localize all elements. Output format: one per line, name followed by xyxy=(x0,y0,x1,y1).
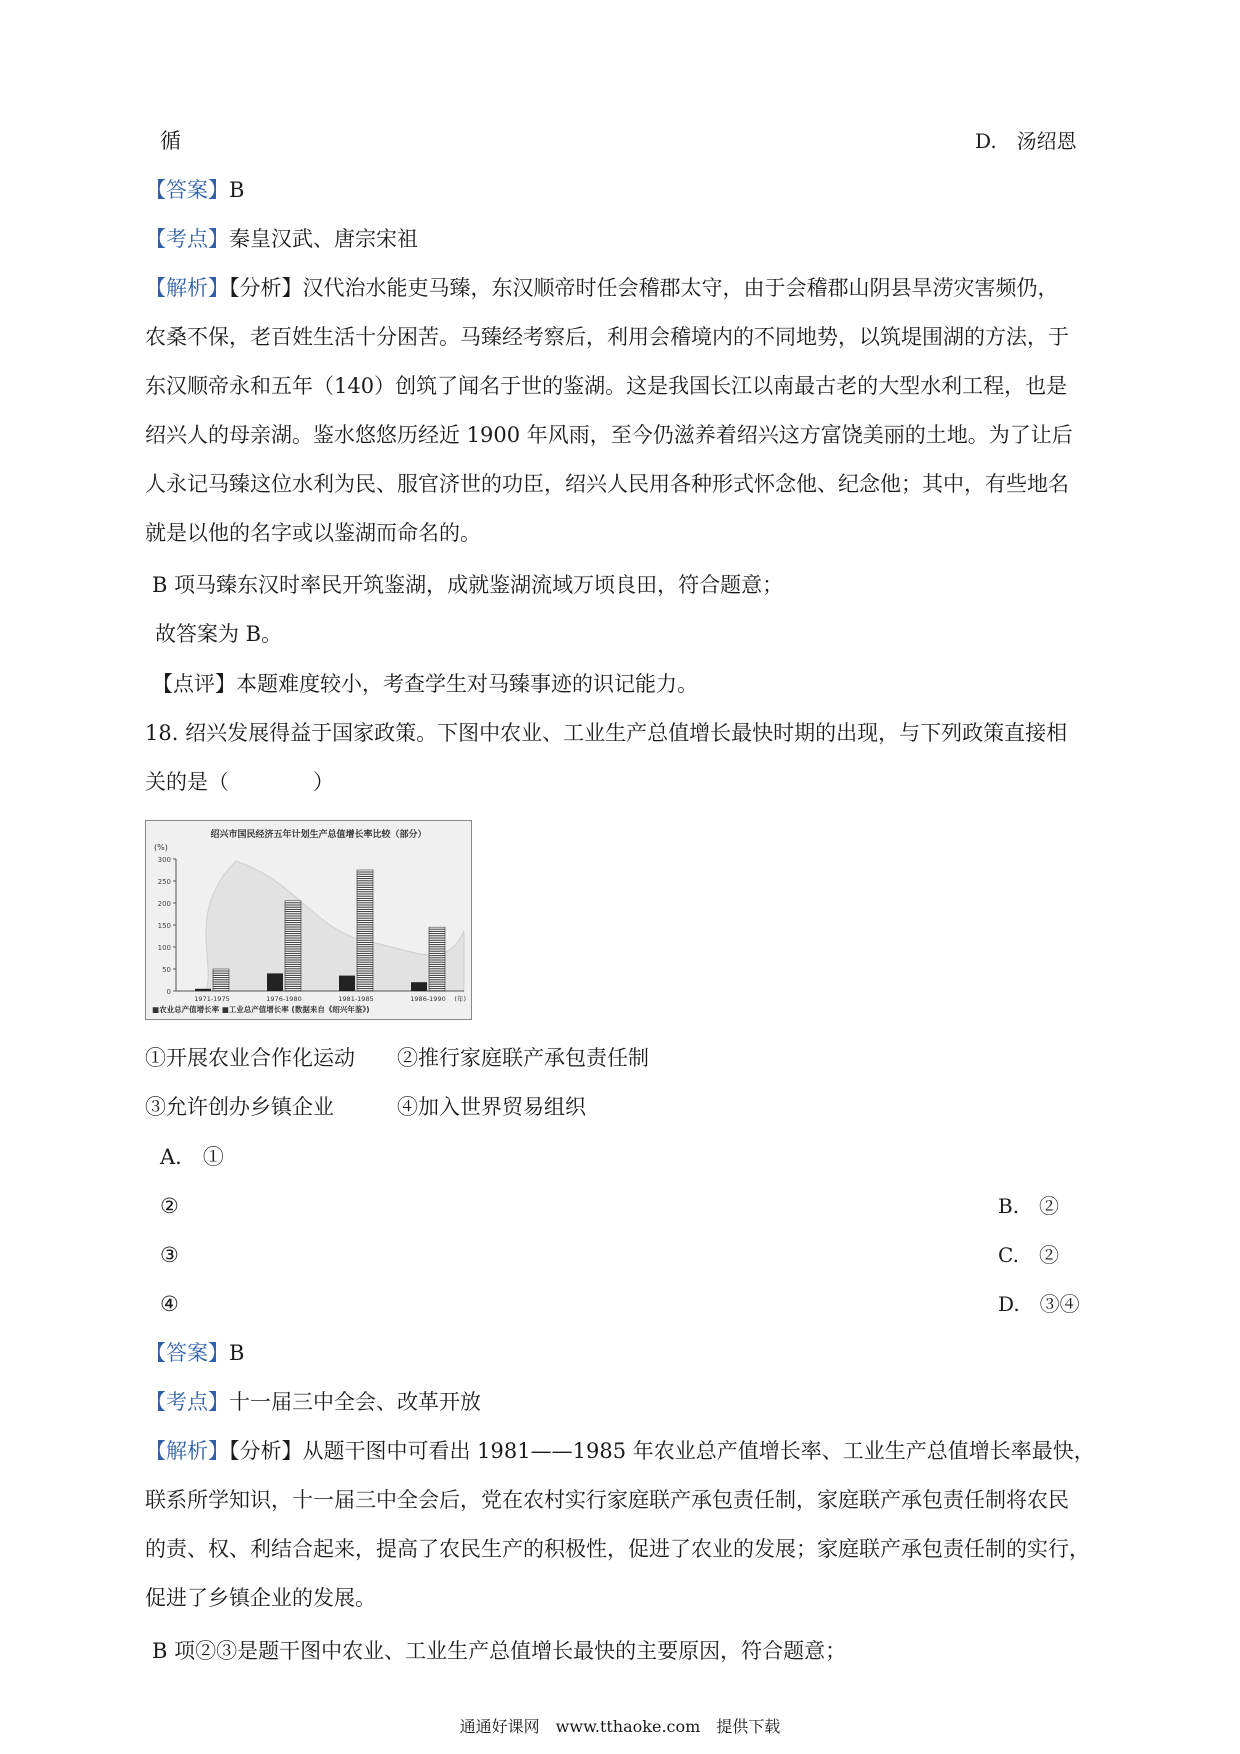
chart-title: 绍兴市国民经济五年计划生产总值增长率比较（部分） xyxy=(210,830,427,840)
answer-value: B xyxy=(229,1341,245,1365)
q18-analysis-line-1: 联系所学知识，十一届三中全会后，党在农村实行家庭联产承包责任制，家庭联产承包责任制将农民 xyxy=(145,1488,1069,1512)
q18-option-row2-left: ② xyxy=(160,1194,179,1218)
q18-point-line xyxy=(145,1387,481,1417)
q17-analysis-line-4: 人永记马臻这位水利为民、服官济世的功臣，绍兴人民用各种形式怀念他、纪念他；其中，有些地名 xyxy=(145,472,1069,496)
answer-value: B xyxy=(229,178,245,202)
point-tag: 【考点】 xyxy=(145,227,229,251)
q18-option-d: D. ③④ xyxy=(998,1292,1080,1316)
chart-background-shape xyxy=(206,861,464,991)
bar-agriculture xyxy=(195,989,211,991)
y-tick-label: 0 xyxy=(166,988,171,996)
q17-comment: 【点评】本题难度较小，考查学生对马臻事迹的识记能力。 xyxy=(152,672,698,696)
y-tick-label: 150 xyxy=(157,922,171,930)
q18-answer-line xyxy=(145,1338,244,1368)
q17-point-line xyxy=(145,224,418,254)
bar-agriculture xyxy=(339,976,355,991)
y-tick-label: 200 xyxy=(157,900,171,908)
y-axis-label: (%) xyxy=(154,843,168,852)
x-tick-label: 1986-1990 xyxy=(410,995,446,1003)
analysis-text: 【分析】从题干图中可看出 1981——1985 年农业总产值增长率、工业生产总值增长率最快， xyxy=(229,1439,1095,1463)
q17-conclusion: 故答案为 B。 xyxy=(155,622,283,646)
analysis-text: 【分析】汉代治水能吏马臻，东汉顺帝时任会稽郡太守，由于会稽郡山阴县旱涝灾害频仍， xyxy=(229,276,1059,300)
x-tick-label: 1971-1975 xyxy=(194,995,230,1003)
y-tick-label: 300 xyxy=(157,856,171,864)
q18-option-c: C. ② xyxy=(998,1243,1059,1267)
prev-option-left: 循 xyxy=(160,129,181,153)
page-footer: 通通好课网 www.tthaoke.com 提供下载 xyxy=(459,1717,781,1736)
q18-stem-line2: 关的是（ ） xyxy=(145,770,334,794)
prev-option-d: D. 汤绍恩 xyxy=(975,129,1077,153)
y-tick-label: 250 xyxy=(157,878,171,886)
x-tick-label: 1981-1985 xyxy=(338,995,374,1003)
q17-analysis-line-0 xyxy=(145,273,1059,303)
point-value: 十一届三中全会、改革开放 xyxy=(229,1390,481,1414)
q18-option-a: A. ① xyxy=(160,1145,224,1169)
x-tick-label: 1976-1980 xyxy=(266,995,302,1003)
answer-tag: 【答案】 xyxy=(145,178,229,202)
bar-agriculture xyxy=(411,982,427,991)
q17-b-line: B 项马臻东汉时率民开筑鉴湖，成就鉴湖流域万顷良田，符合题意； xyxy=(152,573,784,597)
q18-analysis-line-0 xyxy=(145,1436,1095,1466)
q18-analysis-line-2: 的责、权、利结合起来，提高了农民生产的积极性，促进了农业的发展；家庭联产承包责任制的实行， xyxy=(145,1537,1090,1561)
q18-b-line: B 项②③是题干图中农业、工业生产总值增长最快的主要原因，符合题意； xyxy=(152,1639,847,1663)
q18-analysis-line-3: 促进了乡镇企业的发展。 xyxy=(145,1586,376,1610)
point-value: 秦皇汉武、唐宗宋祖 xyxy=(229,227,418,251)
q17-analysis-line-1: 农桑不保，老百姓生活十分困苦。马臻经考察后，利用会稽境内的不同地势，以筑堤围湖的方法，于 xyxy=(145,325,1069,349)
q17-analysis-line-5: 就是以他的名字或以鉴湖而命名的。 xyxy=(145,521,481,545)
chart-legend: ■农业总产值增长率 ■工业总产值增长率 (数据来自《绍兴年鉴》) xyxy=(152,1005,370,1014)
x-axis-unit: (年) xyxy=(454,995,466,1003)
q18-choices-line2: ③允许创办乡镇企业 ④加入世界贸易组织 xyxy=(145,1095,586,1119)
q18-option-row3-left: ③ xyxy=(160,1243,179,1267)
q17-analysis-line-2: 东汉顺帝永和五年（140）创筑了闻名于世的鉴湖。这是我国长江以南最古老的大型水利工程，也是 xyxy=(145,374,1068,398)
y-tick-label: 100 xyxy=(157,944,171,952)
q18-option-row4-left: ④ xyxy=(160,1292,179,1316)
q18-option-b: B. ② xyxy=(998,1194,1060,1218)
answer-tag: 【答案】 xyxy=(145,1341,229,1365)
growth-rate-chart xyxy=(145,820,472,1020)
q18-stem-line1: 18. 绍兴发展得益于国家政策。下图中农业、工业生产总值增长最快时期的出现，与下列政策直接相 xyxy=(145,721,1068,745)
chart-svg xyxy=(146,821,471,1019)
q18-choices-line1: ①开展农业合作化运动 ②推行家庭联产承包责任制 xyxy=(145,1046,649,1070)
analysis-tag: 【解析】 xyxy=(145,1439,229,1463)
bar-agriculture xyxy=(267,973,283,991)
bar-industry xyxy=(429,927,445,991)
y-tick-label: 50 xyxy=(162,966,171,974)
q17-answer-line xyxy=(145,175,244,205)
point-tag: 【考点】 xyxy=(145,1390,229,1414)
analysis-tag: 【解析】 xyxy=(145,276,229,300)
q17-analysis-line-3: 绍兴人的母亲湖。鉴水悠悠历经近 1900 年风雨，至今仍滋养着绍兴这方富饶美丽的土地。为了让后 xyxy=(145,423,1073,447)
